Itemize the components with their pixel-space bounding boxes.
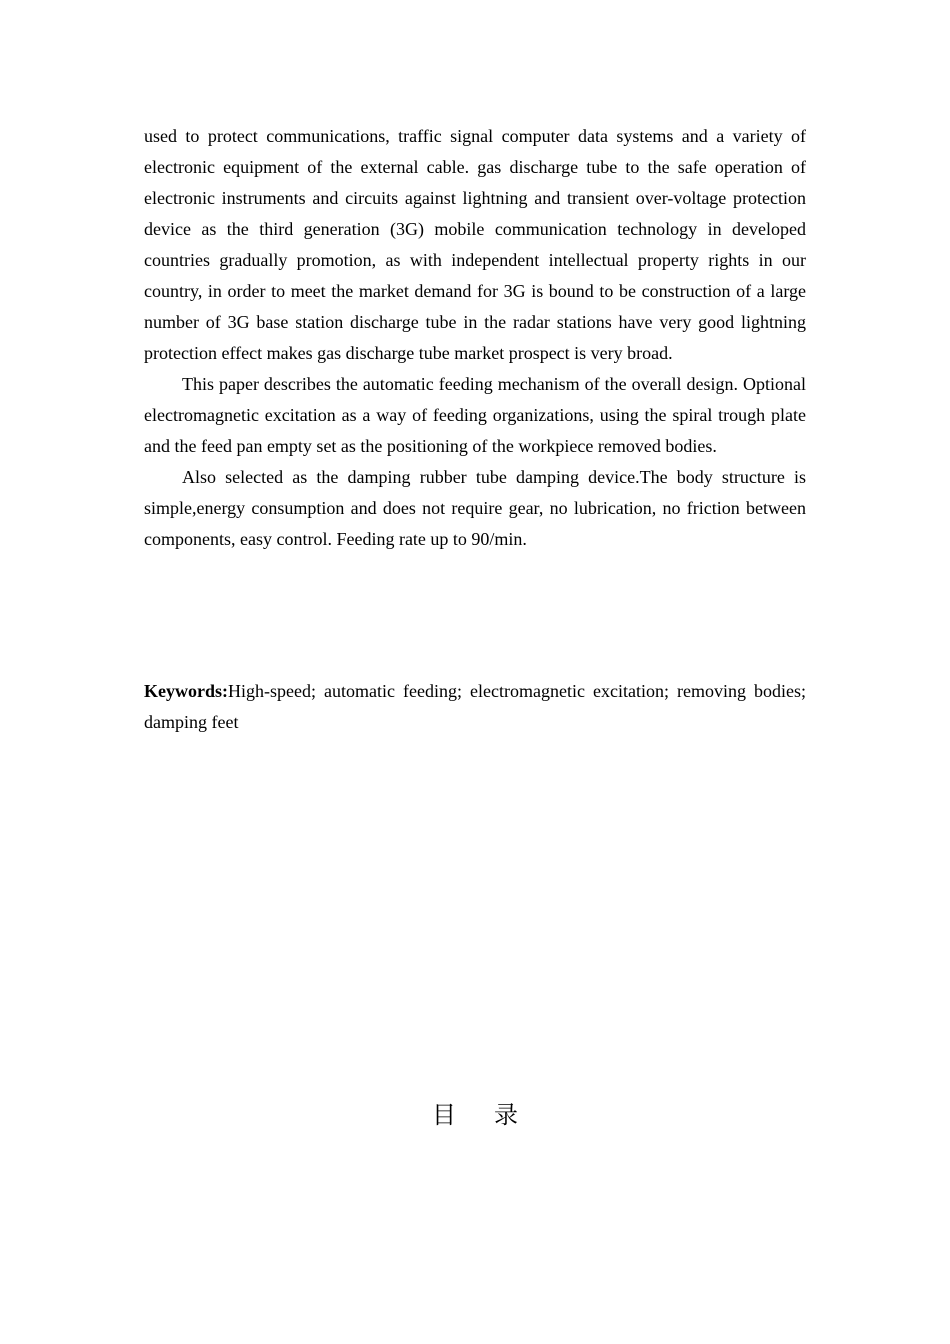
- abstract-paragraph-2: This paper describes the automatic feeding mechanism of the overall design. Optional electromagnetic excitation as a way of feeding organizations, using the spiral trough plate and the feed pan empty set as the positioning of the workpiece removed bodies.: [144, 374, 806, 456]
- toc-heading: 目录: [432, 1101, 556, 1129]
- keywords-text: High-speed; automatic feeding; electromagnetic excitation; removing bodies; damping feet: [144, 681, 806, 732]
- abstract-paragraph-1: used to protect communications, traffic signal computer data systems and a variety of electronic equipment of the external cable. gas discharge tube to the safe operation of electronic instruments and circuits against lightning and transient over-voltage protection device as the third generation (3G) mobile communication technology in developed countries gradually promotion, as with independent intellectual property rights in our country, in order to meet the market demand for 3G is bound to be construction of a large number of 3G base station discharge tube in the radar stations have very good lightning protection effect makes gas discharge tube market prospect is very broad.: [144, 126, 806, 363]
- keywords-label: Keywords:: [144, 681, 228, 701]
- abstract-body: [144, 121, 806, 555]
- abstract-paragraph-3: Also selected as the damping rubber tube damping device.The body structure is simple,energy consumption and does not require gear, no lubrication, no friction between components, easy control. Feeding rate up to 90/min.: [144, 467, 806, 549]
- keywords-line: [144, 676, 806, 738]
